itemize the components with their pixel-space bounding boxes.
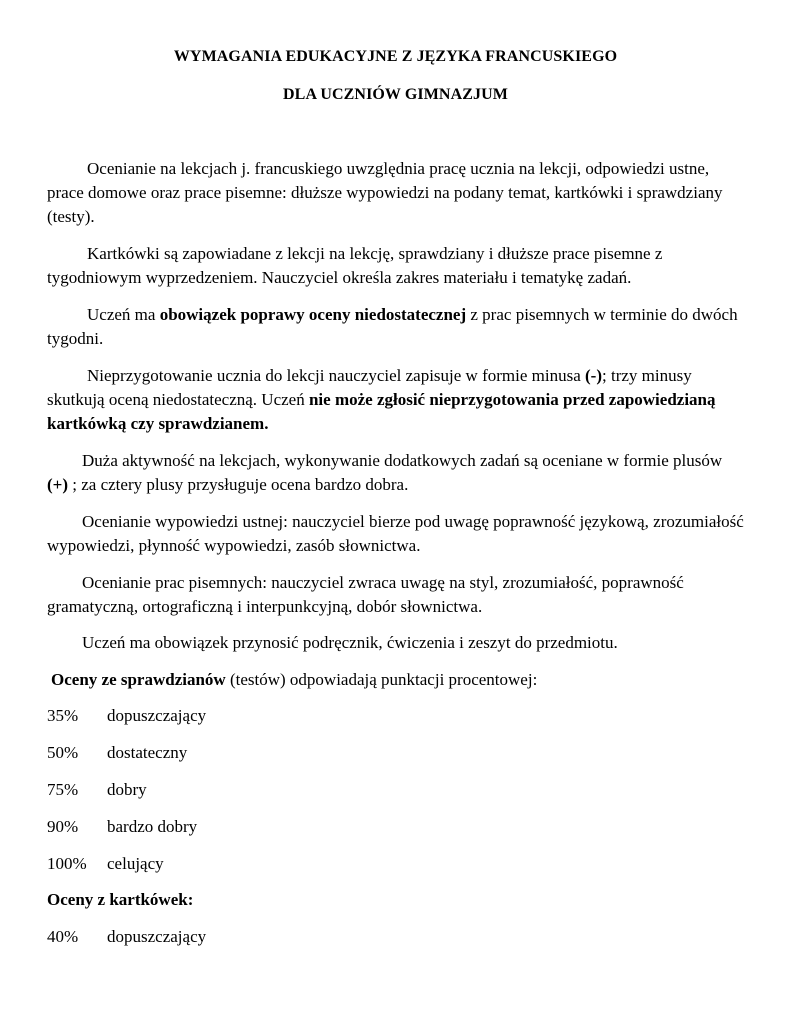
text-segment: z prac pisemnych w terminie do dwóch tygodni. — [47, 305, 738, 348]
quizzes-heading: Oceny z kartkówek: — [47, 890, 194, 909]
paragraph-oral-assessment: Ocenianie wypowiedzi ustnej: nauczyciel bierze pod uwagę poprawność językową, zrozumiałość wypowiedzi, płynność wypowiedzi, zasób słownictwa. — [47, 512, 744, 555]
document-title-line-1: WYMAGANIA EDUKACYJNE Z JĘZYKA FRANCUSKIEGO — [173, 48, 618, 65]
grade-percent: 35% — [47, 706, 79, 725]
grade-label: dopuszczający — [107, 706, 207, 725]
text-segment: Nieprzygotowanie ucznia do lekcji nauczyciel zapisuje w formie minusa — [87, 366, 586, 385]
grade-label: dostateczny — [107, 743, 188, 762]
paragraph-unpreparedness — [47, 364, 747, 436]
tests-heading — [47, 668, 747, 692]
text-segment: Uczeń ma — [87, 305, 160, 324]
paragraph-correction-duty — [47, 303, 747, 351]
text-segment: ; za cztery plusy przysługuje ocena bardzo dobra. — [68, 475, 409, 494]
paragraph-quizzes-announcement: Kartkówki są zapowiadane z lekcji na lekcję, sprawdziany i dłuższe prace pisemne z tygodniowym wyprzedzeniem. Nauczyciel określa zakres materiału i tematykę zadań. — [47, 244, 663, 287]
grade-label: celujący — [107, 854, 164, 873]
bold-segment: obowiązek poprawy oceny niedostatecznej — [159, 305, 467, 324]
bold-segment: (+) — [47, 475, 69, 494]
grade-percent: 40% — [47, 927, 79, 946]
paragraph-materials-duty: Uczeń ma obowiązek przynosić podręcznik, ćwiczenia i zeszyt do przedmiotu. — [82, 633, 618, 652]
bold-segment: nie może zgłosić nieprzygotowania przed zapowiedzianą kartkówką czy sprawdzianem. — [47, 390, 716, 433]
grade-label: dopuszczający — [107, 927, 207, 946]
paragraph-assessment-scope: Ocenianie na lekcjach j. francuskiego uwzględnia pracę ucznia na lekcji, odpowiedzi ustne, prace domowe oraz prace pisemne: dłuższe wypowiedzi na podany temat, kartkówki i sprawdziany (testy). — [47, 159, 723, 226]
grade-label: dobry — [107, 780, 147, 799]
grade-percent: 75% — [47, 780, 79, 799]
grade-label: bardzo dobry — [107, 817, 198, 836]
document-title-line-2: DLA UCZNIÓW GIMNAZJUM — [283, 86, 508, 103]
grade-percent: 50% — [47, 743, 79, 762]
text-segment: (testów) odpowiadają punktacji procentowej: — [225, 670, 538, 689]
bold-segment: Oceny ze sprawdzianów — [51, 670, 226, 689]
bold-segment: (-) — [585, 366, 602, 385]
paragraph-activity-pluses — [47, 449, 747, 497]
grade-percent: 100% — [47, 854, 87, 873]
text-segment: ; trzy minusy skutkują oceną niedostateczną. Uczeń — [47, 366, 692, 409]
paragraph-written-assessment: Ocenianie prac pisemnych: nauczyciel zwraca uwagę na styl, zrozumiałość, poprawność gramatyczną, ortograficzną i interpunkcyjną, dobór słownictwa. — [47, 573, 684, 616]
text-segment: Duża aktywność na lekcjach, wykonywanie dodatkowych zadań są oceniane w formie plusów — [82, 451, 723, 470]
grade-percent: 90% — [47, 817, 79, 836]
